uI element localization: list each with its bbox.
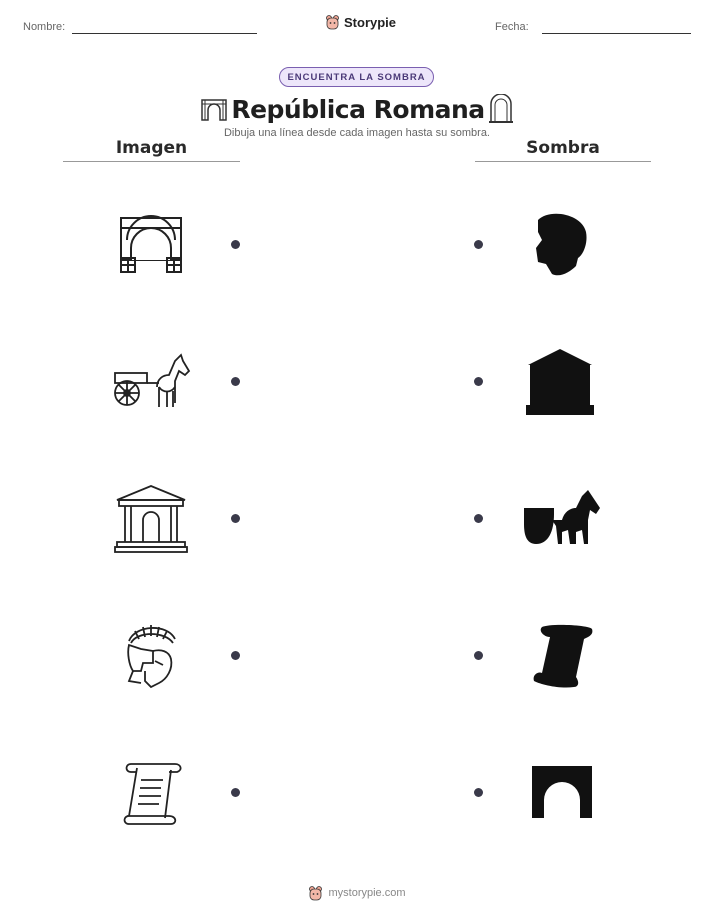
activity-badge: ENCUENTRA LA SOMBRA xyxy=(279,67,434,87)
chariot-shadow xyxy=(520,484,600,554)
match-dot-shadow-5[interactable] xyxy=(474,788,483,797)
match-dot-shadow-3[interactable] xyxy=(474,514,483,523)
column-rule-right xyxy=(475,161,651,162)
storypie-icon xyxy=(325,14,340,30)
brand-name: Storypie xyxy=(344,14,397,30)
column-header-shadow: Sombra xyxy=(526,138,600,158)
storypie-icon xyxy=(308,885,323,901)
name-label: Nombre: xyxy=(23,21,66,33)
footer-url[interactable]: mystorypie.com xyxy=(328,887,406,899)
title-row xyxy=(200,92,514,126)
name-field[interactable] xyxy=(72,33,257,34)
arch-shadow xyxy=(520,758,600,828)
match-dot-image-4[interactable] xyxy=(231,651,240,660)
helmet-icon xyxy=(111,621,191,691)
helmet-shadow xyxy=(520,210,600,280)
match-dot-shadow-1[interactable] xyxy=(474,240,483,249)
temple-icon xyxy=(111,484,191,554)
gate-title-icon xyxy=(488,94,514,124)
column-header-image: Imagen xyxy=(115,138,188,158)
date-field[interactable] xyxy=(542,33,691,34)
temple-shadow xyxy=(520,347,600,417)
match-dot-image-3[interactable] xyxy=(231,514,240,523)
scroll-shadow xyxy=(520,621,600,691)
match-dot-image-2[interactable] xyxy=(231,377,240,386)
brand-logo xyxy=(325,14,396,30)
page-title: República Romana xyxy=(231,94,485,124)
scroll-icon xyxy=(111,758,191,828)
instructions: Dibuja una línea desde cada imagen hasta su sombra. xyxy=(223,127,490,139)
arch-title-icon xyxy=(200,96,228,122)
column-rule-left xyxy=(63,161,240,162)
footer xyxy=(0,885,714,901)
chariot-icon xyxy=(111,347,191,417)
match-dot-image-1[interactable] xyxy=(231,240,240,249)
date-label: Fecha: xyxy=(495,21,529,33)
match-dot-shadow-2[interactable] xyxy=(474,377,483,386)
match-dot-shadow-4[interactable] xyxy=(474,651,483,660)
match-dot-image-5[interactable] xyxy=(231,788,240,797)
arch-icon xyxy=(111,210,191,280)
